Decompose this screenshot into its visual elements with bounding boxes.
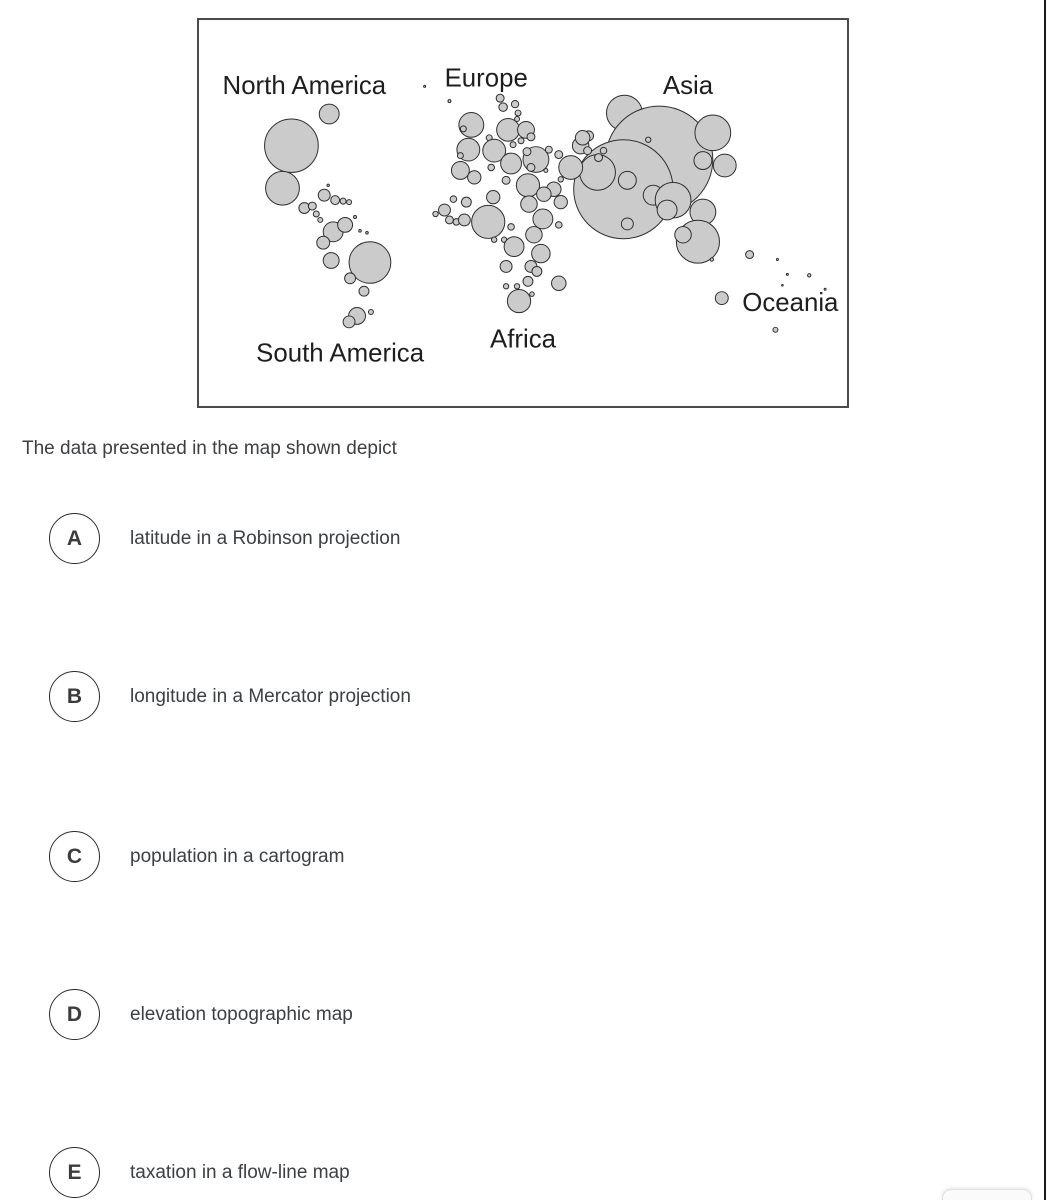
country-population-bubble (340, 198, 346, 204)
country-population-bubble (555, 222, 562, 229)
bottom-corner-widget[interactable] (942, 1189, 1032, 1200)
country-population-bubble (488, 164, 495, 171)
country-population-bubble (366, 232, 369, 235)
answer-option-c[interactable] (49, 831, 344, 882)
cartogram-svg (199, 20, 847, 406)
answer-option-d[interactable] (49, 989, 353, 1040)
country-population-bubble (343, 316, 355, 328)
country-population-bubble (516, 174, 539, 197)
country-population-bubble (327, 184, 329, 186)
country-population-bubble (318, 217, 323, 222)
country-population-bubble (695, 115, 731, 151)
country-population-bubble (345, 273, 356, 284)
country-population-bubble (451, 162, 469, 180)
country-population-bubble (527, 164, 535, 172)
country-population-bubble (487, 191, 500, 204)
country-population-bubble (468, 171, 481, 184)
country-population-bubble (319, 104, 339, 124)
country-population-bubble (694, 152, 712, 170)
country-population-bubble (265, 119, 319, 172)
country-population-bubble (433, 211, 438, 216)
country-population-bubble (460, 126, 466, 132)
country-population-bubble (552, 276, 567, 290)
country-population-bubble (504, 237, 524, 257)
country-population-bubble (359, 286, 369, 296)
country-population-bubble (675, 227, 691, 243)
country-population-bubble (501, 153, 522, 174)
country-population-bubble (499, 103, 508, 112)
country-population-bubble (318, 189, 330, 201)
country-population-bubble (497, 118, 520, 141)
country-population-bubble (313, 211, 319, 217)
country-population-bubble (450, 196, 457, 203)
country-population-bubble (521, 196, 537, 212)
country-population-bubble (776, 259, 778, 261)
country-population-bubble (618, 171, 636, 189)
country-population-bubble (323, 253, 339, 269)
country-population-bubble (491, 237, 496, 242)
country-population-bubble (266, 171, 300, 205)
continent-label-north-america: North America (222, 72, 387, 101)
continent-label-oceania: Oceania (742, 289, 839, 317)
country-population-bubble (527, 133, 535, 141)
country-population-bubble (646, 137, 651, 142)
country-population-bubble (584, 147, 592, 155)
country-population-bubble (526, 227, 542, 243)
country-population-bubble (496, 94, 504, 102)
country-population-bubble (511, 100, 518, 107)
country-population-bubble (555, 151, 563, 159)
country-population-bubble (518, 138, 524, 144)
country-population-bubble (354, 215, 357, 218)
window-right-edge (1044, 0, 1046, 1200)
country-population-bubble (545, 146, 552, 153)
country-population-bubble (532, 244, 550, 262)
answer-option-a[interactable] (49, 513, 400, 564)
option-letter-badge-a[interactable]: A (49, 513, 100, 564)
country-population-bubble (461, 197, 471, 207)
country-population-bubble (347, 200, 352, 205)
continent-label-asia: Asia (662, 72, 714, 101)
country-population-bubble (537, 187, 552, 201)
country-population-bubble (786, 273, 788, 275)
country-population-bubble (713, 154, 736, 177)
option-label-b[interactable]: longitude in a Mercator projection (130, 685, 411, 707)
cartogram-map (197, 18, 849, 408)
answer-option-b[interactable] (49, 671, 411, 722)
continent-label-africa: Africa (489, 325, 557, 354)
option-label-a[interactable]: latitude in a Robinson projection (130, 527, 401, 549)
country-population-bubble (710, 258, 713, 261)
country-population-bubble (445, 216, 453, 224)
country-population-bubble (530, 292, 535, 297)
option-letter-badge-b[interactable]: B (49, 671, 100, 722)
country-population-bubble (808, 274, 811, 277)
country-population-bubble (510, 142, 516, 148)
country-population-bubble (368, 310, 373, 315)
option-letter-badge-c[interactable]: C (49, 831, 100, 882)
continent-label-south-america: South America (256, 339, 425, 368)
country-population-bubble (359, 230, 362, 233)
country-population-bubble (657, 200, 677, 220)
country-population-bubble (448, 100, 451, 103)
country-population-bubble (515, 110, 521, 116)
country-population-bubble (544, 168, 548, 172)
country-population-bubble (532, 266, 542, 276)
country-population-bubble (457, 153, 463, 159)
country-population-bubble (514, 284, 519, 289)
option-letter-badge-d[interactable]: D (49, 989, 100, 1040)
country-population-bubble (523, 276, 533, 286)
country-population-bubble (338, 217, 353, 232)
country-population-bubble (507, 290, 530, 313)
option-label-d[interactable]: elevation topographic map (130, 1003, 353, 1025)
country-population-bubble (715, 292, 728, 305)
option-label-c[interactable]: population in a cartogram (130, 845, 345, 867)
country-population-bubble (308, 202, 316, 210)
country-population-bubble (558, 177, 563, 182)
country-population-bubble (554, 195, 567, 208)
country-population-bubble (533, 209, 553, 229)
country-population-bubble (575, 131, 590, 145)
country-population-bubble (773, 327, 778, 332)
country-population-bubble (595, 154, 603, 162)
country-population-bubble (458, 214, 470, 226)
continent-label-europe: Europe (444, 64, 528, 93)
option-label-e[interactable]: taxation in a flow-line map (130, 1161, 350, 1183)
country-population-bubble (299, 203, 310, 214)
option-letter-badge-e[interactable]: E (49, 1147, 100, 1198)
country-population-bubble (424, 85, 426, 87)
country-population-bubble (523, 148, 531, 156)
country-population-bubble (317, 236, 330, 249)
country-population-bubble (500, 261, 512, 273)
country-population-bubble (503, 284, 508, 289)
country-population-bubble (746, 251, 754, 259)
country-population-bubble (621, 218, 633, 230)
question-text: The data presented in the map shown depict (22, 438, 397, 459)
country-population-bubble (459, 113, 484, 138)
country-population-bubble (600, 147, 607, 154)
country-population-bubble (331, 196, 340, 205)
country-population-bubble (439, 204, 451, 216)
country-population-bubble (502, 176, 510, 184)
country-population-bubble (559, 156, 583, 180)
country-population-bubble (782, 284, 784, 286)
country-population-bubble (508, 224, 515, 231)
answer-option-e[interactable] (49, 1147, 350, 1198)
country-population-bubble (472, 205, 505, 238)
